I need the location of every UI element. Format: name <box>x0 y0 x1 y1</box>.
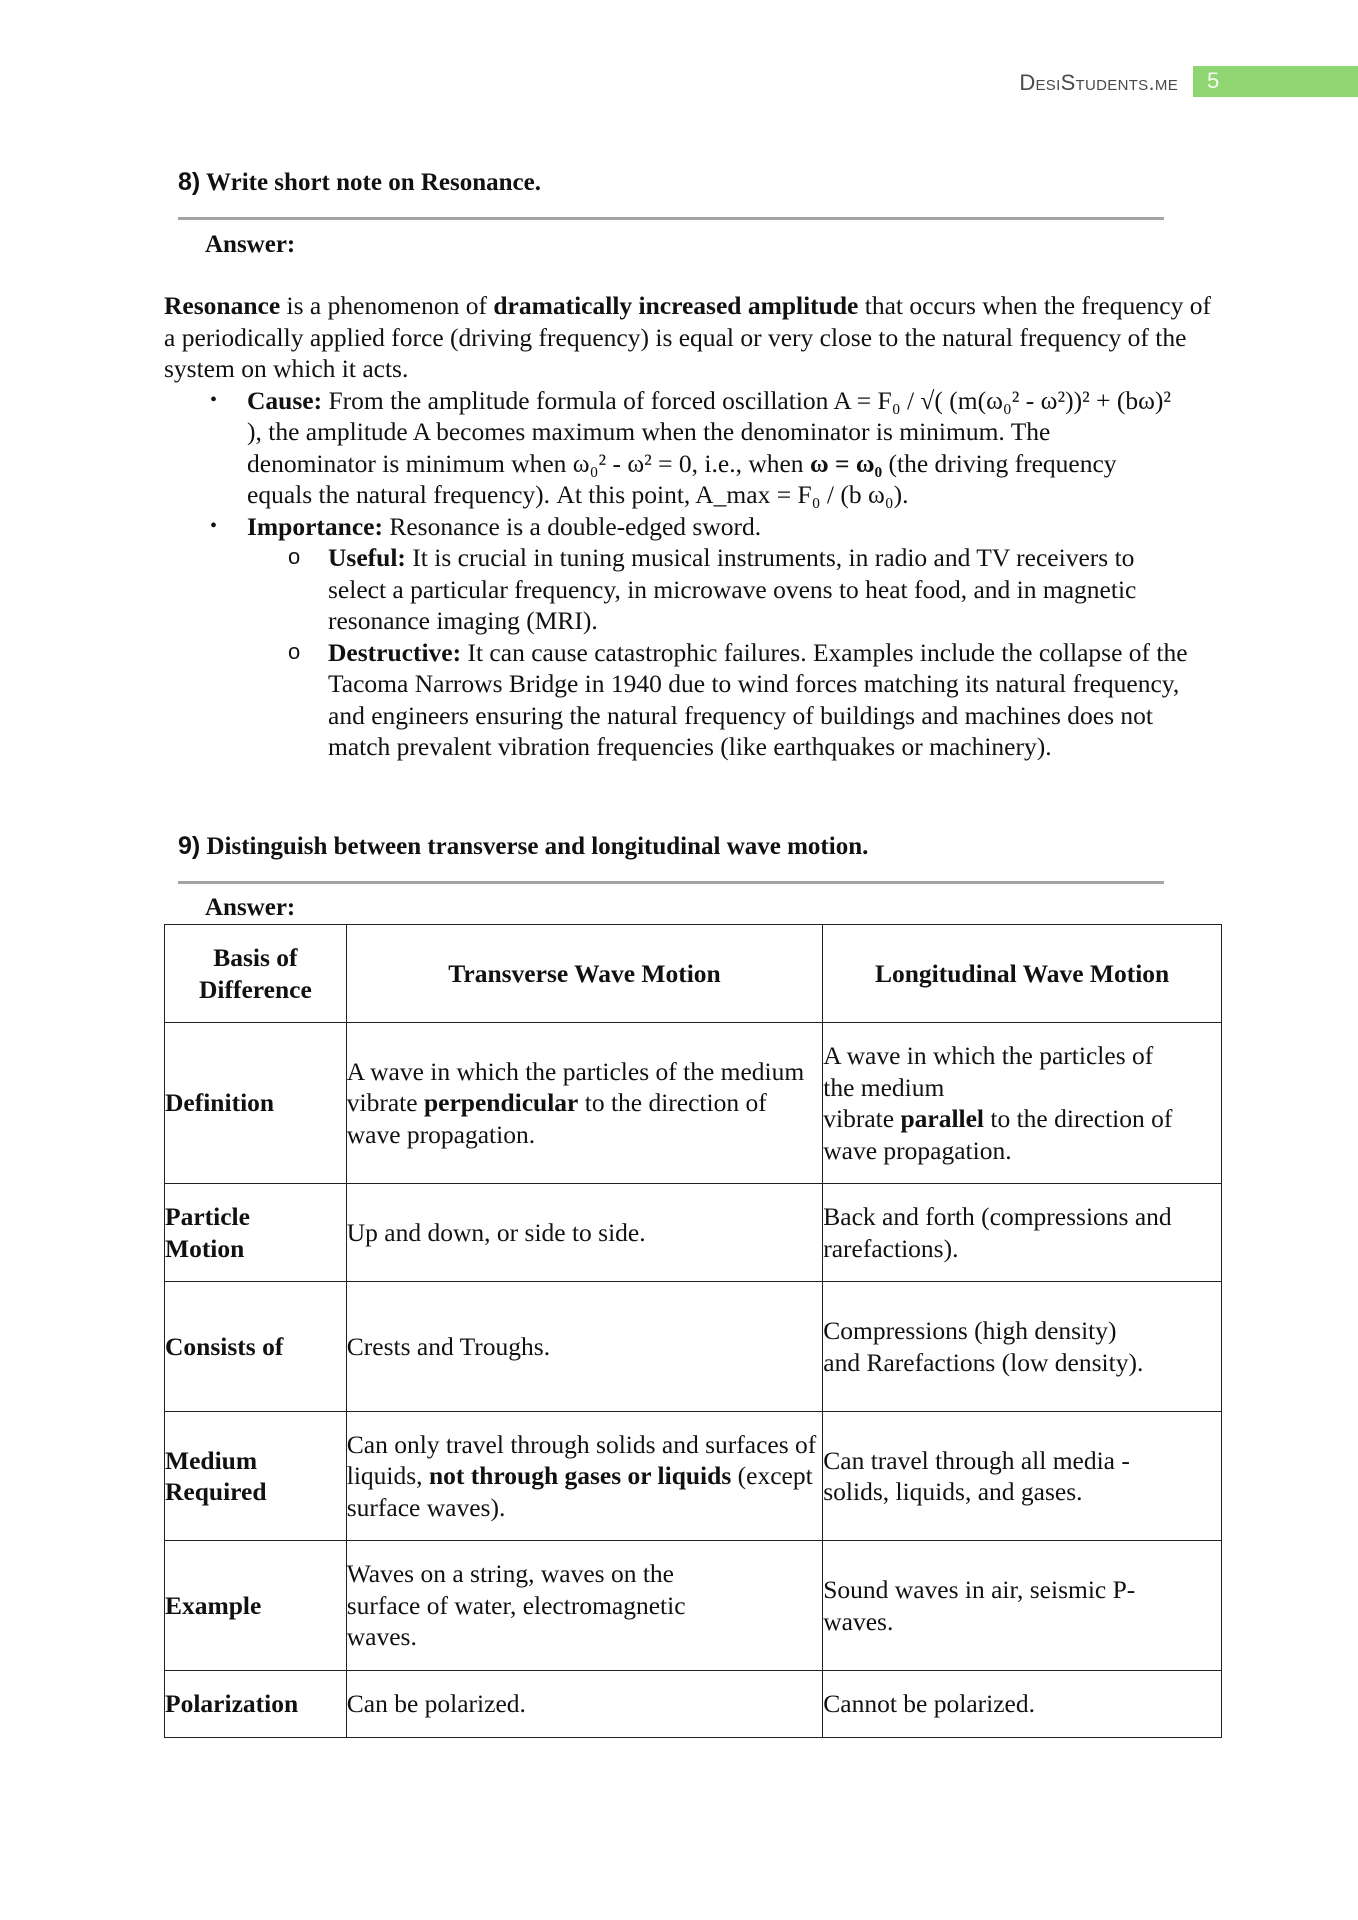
cell-transverse: Up and down, or side to side. <box>346 1184 823 1282</box>
comparison-table <box>164 924 1222 1738</box>
table-row <box>165 1541 1222 1671</box>
intro-text-2: that occurs when the frequency of a periodically applied force (driving frequency) is equal or very close to the natural frequency of the system on which it acts. <box>164 291 1211 383</box>
table-row <box>165 1184 1222 1282</box>
bullet-cause <box>164 385 1177 511</box>
question-8-answer-body <box>164 290 1224 763</box>
bullet-emphasis: ω = ω₀ <box>809 448 883 478</box>
row-basis: Polarization <box>165 1671 347 1738</box>
intro-term: Resonance <box>164 291 281 320</box>
question-8-title: Write short note on Resonance. <box>206 169 541 196</box>
page-number: 5 <box>1207 68 1220 93</box>
row-basis: Example <box>165 1541 347 1671</box>
header-transverse: Transverse Wave Motion <box>346 925 823 1023</box>
row-basis: Consists of <box>165 1282 347 1412</box>
row-basis: Definition <box>165 1023 347 1184</box>
bullet-text: Resonance is a double-edged sword. <box>382 511 762 541</box>
question-9-divider <box>178 881 1164 884</box>
cell-longitudinal: Can travel through all media - solids, liquids, and gases. <box>823 1412 1222 1541</box>
bullet-text-1: From the amplitude formula of forced oscillation A = F₀ / √( (m(ω₀² - ω²))² + (bω)² ), the amplitude A becomes maximum when the denominator is minimum. The denominator is minimum when ω₀² - ω² = 0, i.e., when <box>247 385 1172 478</box>
site-name: DesiStudents.me <box>1019 70 1178 95</box>
question-8-divider <box>178 217 1164 220</box>
question-8-answer-label: Answer: <box>205 231 296 258</box>
table-row <box>165 1412 1222 1541</box>
question-9-number: 9) <box>178 832 201 860</box>
question-9-answer-label: Answer: <box>205 894 296 921</box>
cell-longitudinal: Cannot be polarized. <box>823 1671 1222 1738</box>
sub-bullet-useful <box>164 542 1183 637</box>
cell-transverse: A wave in which the particles of the medium vibrate perpendicular to the direction of wave propagation. <box>346 1023 823 1184</box>
cell-longitudinal: A wave in which the particles of the medium vibrate parallel to the direction of wave propagation. <box>823 1023 1222 1184</box>
table-row <box>165 1671 1222 1738</box>
cell-emphasis: parallel <box>900 1104 985 1133</box>
resonance-intro <box>164 290 1224 385</box>
header-longitudinal: Longitudinal Wave Motion <box>823 925 1222 1023</box>
question-8-number: 8) <box>178 168 201 196</box>
cell-longitudinal: Sound waves in air, seismic P-waves. <box>823 1541 1222 1671</box>
bullet-label: Cause: <box>247 385 323 415</box>
intro-emphasis: dramatically increased amplitude <box>493 291 859 320</box>
cell-transverse: Can be polarized. <box>346 1671 823 1738</box>
sub-bullet-label: Useful: <box>328 543 406 572</box>
cell-longitudinal: Back and forth (compressions and rarefactions). <box>823 1184 1222 1282</box>
row-basis: Particle Motion <box>165 1184 347 1282</box>
row-basis: Medium Required <box>165 1412 347 1541</box>
question-9-heading <box>178 831 868 862</box>
sub-bullet-text: It can cause catastrophic failures. Examples include the collapse of the Tacoma Narrows Bridge in 1940 due to wind forces matching its natural frequency, and engineers ensuring the natural frequency of buildings and machines does not match prevalent vibration frequencies (like earthquakes or machinery). <box>328 637 1188 761</box>
sub-bullet-icon: o <box>288 544 301 569</box>
sub-bullet-icon: o <box>288 638 301 664</box>
header-basis: Basis of Difference <box>165 925 347 1023</box>
cell-transverse: Can only travel through solids and surfaces of liquids, not through gases or liquids (except surface waves). <box>346 1412 823 1541</box>
sub-bullet-destructive <box>164 637 1208 763</box>
table-row <box>165 1023 1222 1184</box>
sub-bullet-label: Destructive: <box>328 637 462 667</box>
sub-bullet-text: It is crucial in tuning musical instruments, in radio and TV receivers to select a particular frequency, in microwave ovens to heat food, and in magnetic resonance imaging (MRI). <box>328 543 1137 635</box>
question-8-heading <box>178 167 541 198</box>
cell-emphasis: perpendicular <box>423 1088 579 1118</box>
cell-transverse: Waves on a string, waves on the surface of water, electromagnetic waves. <box>346 1541 823 1671</box>
bullet-icon: • <box>210 514 218 537</box>
bullet-text-2: (the driving frequency equals the natural frequency). At this point, A_max = F₀ / (b ω₀). <box>247 448 1117 509</box>
table-row <box>165 1282 1222 1412</box>
bullet-icon: • <box>210 388 218 411</box>
cell-emphasis: not through gases or liquids <box>428 1461 732 1491</box>
question-9-title: Distinguish between transverse and longitudinal wave motion. <box>206 833 869 860</box>
intro-text-1: is a phenomenon of <box>280 291 494 320</box>
bullet-importance <box>164 511 1224 543</box>
table-header-row <box>165 925 1222 1023</box>
cell-longitudinal: Compressions (high density) and Rarefactions (low density). <box>823 1282 1222 1412</box>
bullet-label: Importance: <box>247 511 383 541</box>
cell-transverse: Crests and Troughs. <box>346 1282 823 1412</box>
page-number-badge <box>1193 66 1358 97</box>
